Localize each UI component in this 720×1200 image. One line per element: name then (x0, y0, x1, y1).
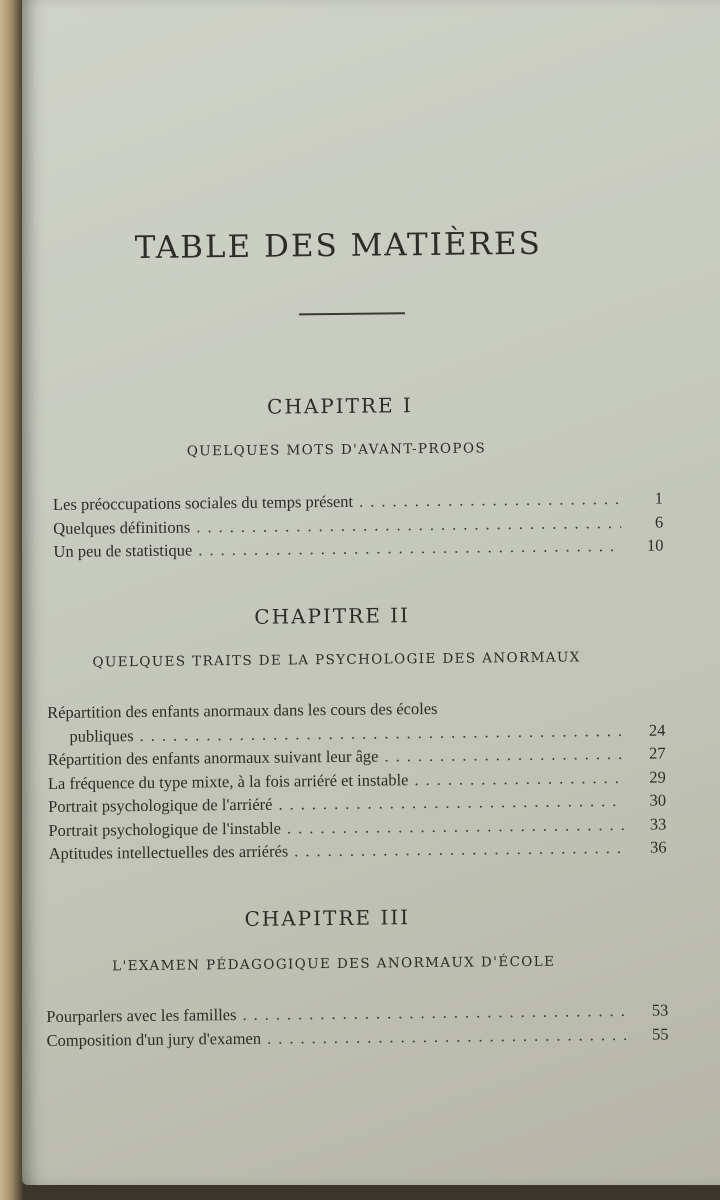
leader-dots (198, 534, 621, 562)
page-content (26, 0, 669, 1188)
leader-dots (287, 812, 625, 839)
leader-dots (267, 1022, 627, 1049)
left-page-edge (0, 0, 24, 1200)
chapter-2-entries (47, 695, 667, 866)
toc-entry-page: 24 (648, 720, 666, 740)
toc-entry-page: 27 (649, 743, 666, 763)
toc-entry-text-continued: publiques (69, 725, 134, 746)
chapter-2-subtitle: QUELQUES TRAITS DE LA PSYCHOLOGIE DES ANORMAUX (92, 649, 581, 671)
toc-entry-page: 53 (651, 1000, 669, 1020)
leader-dots (294, 836, 625, 863)
chapter-1-entries (53, 487, 664, 564)
toc-entry-page: 30 (649, 790, 667, 810)
chapter-1-subtitle: QUELQUES MOTS D'AVANT-PROPOS (186, 440, 487, 460)
toc-entry-page: 33 (649, 814, 667, 834)
toc-entry-text: Répartition des enfants anormaux suivant leur âge (47, 746, 379, 769)
toc-entry-page: 55 (651, 1023, 669, 1044)
toc-entry-page: 36 (650, 837, 667, 857)
page-title: TABLE DES MATIÈRES (134, 225, 542, 267)
toc-entry[interactable] (53, 534, 663, 564)
toc-entry-text: Pourparlers avec les familles (46, 1005, 237, 1027)
toc-entry-text: La fréquence du type mixte, à la fois arriéré et instable (47, 769, 409, 793)
chapter-3-entries (46, 999, 668, 1053)
toc-entry-page: 10 (646, 535, 664, 555)
toc-entry-text: Répartition des enfants anormaux dans les cours des écoles (47, 698, 438, 722)
chapter-1-heading: CHAPITRE I (266, 393, 413, 419)
leader-dots (384, 742, 623, 768)
toc-entry-text: Quelques définitions (53, 516, 191, 538)
toc-entry-text: Portrait psychologique de l'instable (48, 818, 282, 840)
leader-dots (359, 487, 621, 513)
toc-entry-page: 29 (649, 767, 666, 787)
leader-dots (414, 765, 624, 791)
toc-entry-text: Aptitudes intellectuelles des arriérés (48, 841, 289, 863)
toc-entry-text: Un peu de statistique (53, 540, 193, 561)
toc-entry[interactable] (47, 695, 665, 748)
toc-entry-page: 6 (654, 512, 664, 532)
toc-entry-text: Composition d'un jury d'examen (46, 1028, 262, 1050)
toc-entry-text: Portrait psychologique de l'arriéré (48, 794, 273, 816)
toc-entry-text: Les préoccupations sociales du temps présent (52, 491, 354, 514)
title-rule (299, 312, 405, 315)
chapter-3-subtitle: L'EXAMEN PÉDAGOGIQUE DES ANORMAUX D'ÉCOLE (112, 953, 556, 975)
book-page (22, 0, 720, 1185)
toc-entry-page: 1 (654, 488, 664, 508)
chapter-3-heading: CHAPITRE III (244, 905, 411, 931)
chapter-2-heading: CHAPITRE II (254, 603, 411, 629)
